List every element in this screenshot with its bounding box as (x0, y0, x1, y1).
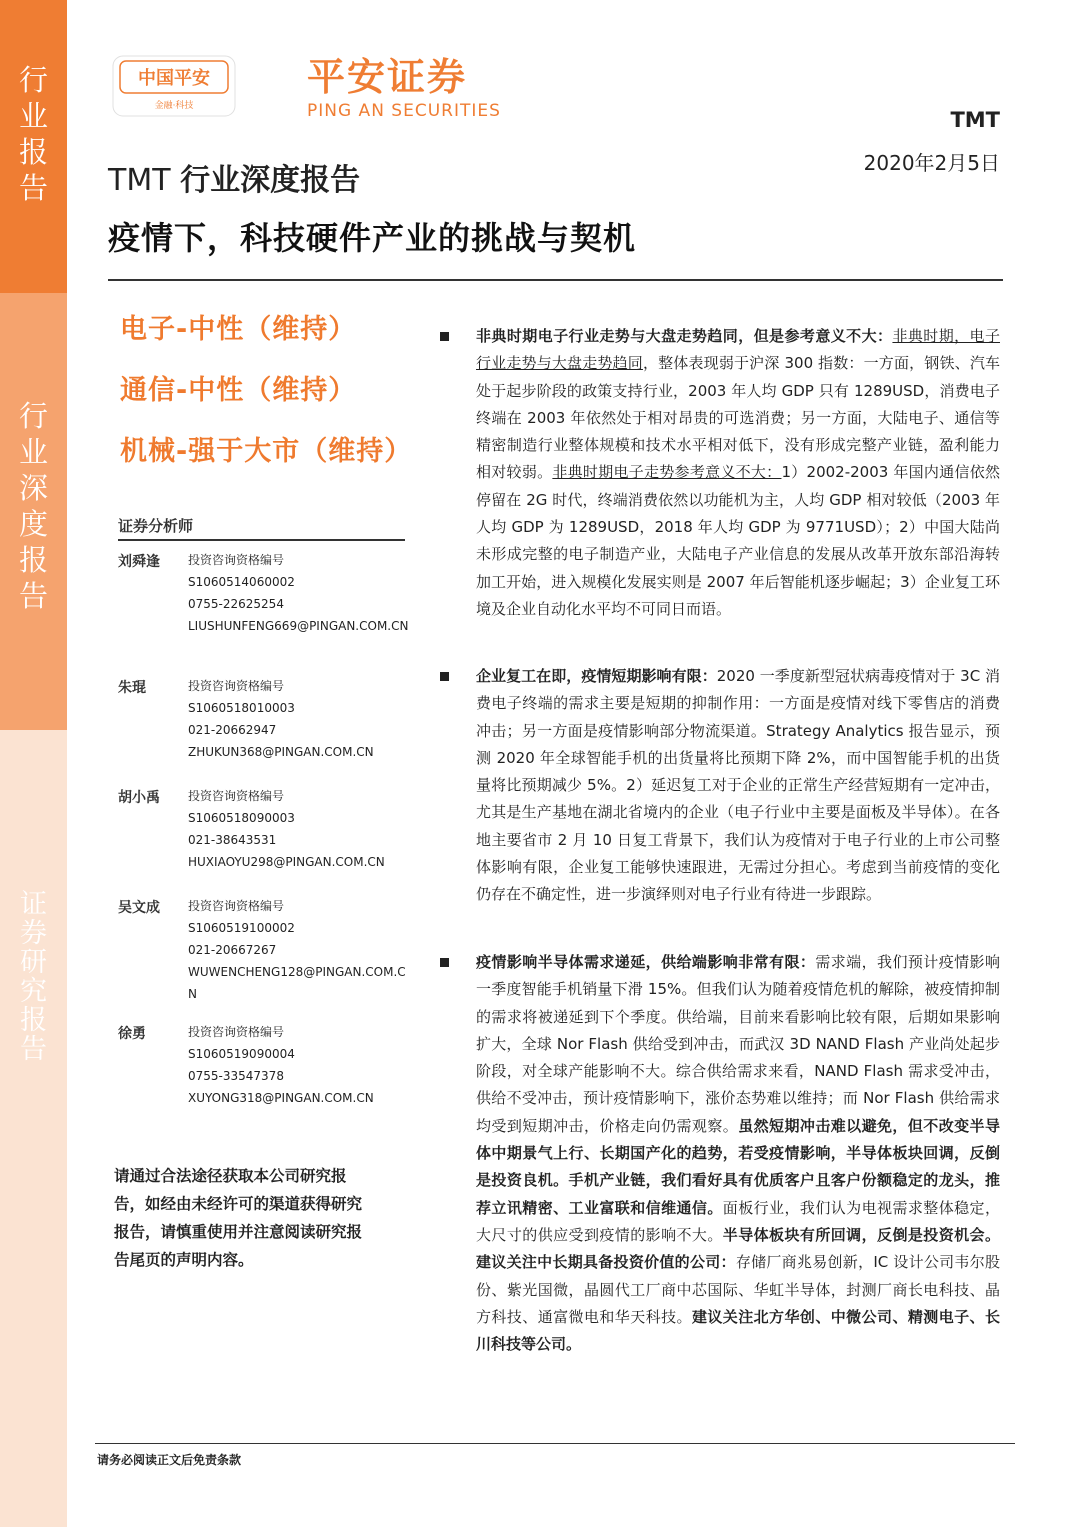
analyst-phone: 0755-33547378 (188, 1069, 284, 1083)
analyst-email[interactable]: WUWENCHENG128@PINGAN.COM.CN (188, 965, 406, 1001)
analyst-name: 朱琨 (118, 680, 146, 696)
analysts-divider (118, 539, 405, 541)
bullet-square-icon (440, 958, 449, 967)
analyst-email[interactable]: XUYONG318@PINGAN.COM.CN (188, 1091, 374, 1105)
analysts-heading: 证券分析师 (118, 517, 194, 535)
sector-label: TMT (950, 108, 1000, 132)
analyst-name: 胡小禹 (118, 790, 160, 806)
report-date: 2020年2月5日 (863, 151, 1000, 175)
analyst-name: 刘舜逢 (118, 554, 160, 570)
side-label-securities-research: 证 券 研 究 报 告 (0, 730, 67, 1527)
analyst-email[interactable]: LIUSHUNFENG669@PINGAN.COM.CN (188, 619, 409, 633)
page-title: 疫情下，科技硬件产业的挑战与契机 (108, 219, 637, 257)
analyst-license-number: S1060514060002 (188, 575, 295, 589)
report-type: TMT 行业深度报告 (108, 163, 361, 198)
svg-text:中国平安: 中国平安 (138, 68, 210, 89)
ping-an-badge-logo (112, 55, 236, 117)
side-label-industry-report: 行 业 报 告 (0, 0, 67, 293)
analyst-phone: 021-38643531 (188, 833, 277, 847)
bullet-square-icon (440, 672, 449, 681)
analyst-license-number: S1060519090004 (188, 1047, 295, 1061)
svg-text:平安证券: 平安证券 (307, 55, 468, 99)
analyst-license-number: S1060518010003 (188, 701, 295, 715)
analyst-qualification-label: 投资咨询资格编号 (188, 553, 285, 567)
analyst-qualification-label: 投资咨询资格编号 (188, 1025, 285, 1039)
rating-telecom: 通信-中性（维持） (120, 375, 357, 406)
analyst-qualification-label: 投资咨询资格编号 (188, 789, 285, 803)
rating-machinery: 机械-强于大市（维持） (120, 436, 413, 467)
footer-divider (95, 1443, 1015, 1444)
analyst-name: 徐勇 (118, 1026, 146, 1042)
svg-text:PING AN SECURITIES: PING AN SECURITIES (307, 101, 501, 121)
analyst-name: 吴文成 (118, 900, 160, 916)
analyst-email[interactable]: HUXIAOYU298@PINGAN.COM.CN (188, 855, 385, 869)
analyst-license-number: S1060519100002 (188, 921, 295, 935)
bullet-text: 疫情影响半导体需求递延，供给端影响非常有限：需求端，我们预计疫情影响一季度智能手机销量下滑 15%。但我们认为随着疫情危机的解除，被疫情抑制的需求将被递延到下个季度。供给端，目前来看影响比较有限，后期如果影响扩大，全球 Nor Flash 供给受到冲击，而武汉 3D NAND Flash 产业尚处起步阶段，对全球产能影响不大。综合供给需求来看，NAND Flash 需求受冲击，供给不受冲击，预计疫情影响下，涨价态势难以维持；而 Nor Flash 供给需求均受到短期冲击，价格走向仍需观察。虽然短期冲击难以避免，但不改变半导体中期景气上行、长期国产化的趋势，若受疫情影响，半导体板块回调，反倒是投资良机。手机产业链，我们看好具有优质客户且客户份额稳定的龙头，推荐立讯精密、工业富联和信维通信。面板行业，我们认为电视需求整体稳定，大尺寸的供应受到疫情的影响不大。半导体板块有所回调，反倒是投资机会。建议关注中长期具备投资价值的公司：存储厂商兆易创新，IC 设计公司韦尔股份、紫光国微，晶圆代工厂商中芯国际、华虹半导体，封测厂商长电科技、晶方科技、通富微电和华天科技。建议关注北方华创、中微公司、精测电子、长川科技等公司。 (476, 953, 1000, 1354)
analyst-qualification-label: 投资咨询资格编号 (188, 679, 285, 693)
rating-electronics: 电子-中性（维持） (120, 314, 357, 345)
ping-an-securities-logo (303, 54, 518, 122)
analyst-phone: 021-20662947 (188, 723, 277, 737)
bullet-square-icon (440, 332, 449, 341)
side-label-depth-report: 行 业 深 度 报 告 (0, 293, 67, 730)
side-band (0, 0, 67, 1527)
usage-notice: 请通过合法途径获取本公司研究报告，如经由未经许可的渠道获得研究报告，请慎重使用并注意阅读研究报告尾页的声明内容。 (114, 1167, 363, 1269)
analyst-phone: 021-20667267 (188, 943, 277, 957)
analyst-qualification-label: 投资咨询资格编号 (188, 899, 285, 913)
analyst-email[interactable]: ZHUKUN368@PINGAN.COM.CN (188, 745, 374, 759)
svg-text:金融·科技: 金融·科技 (154, 101, 194, 111)
footer-disclaimer: 请务必阅读正文后免责条款 (97, 1453, 242, 1467)
bullet-text: 非典时期电子行业走势与大盘走势趋同，但是参考意义不大：非典时期，电子行业走势与大盘走势趋同，整体表现弱于沪深 300 指数：一方面，钢铁、汽车处于起步阶段的政策支持行业，2003 年人均 GDP 只有 1289USD，消费电子终端在 2003 年依然处于相对昂贵的可选消费；另一方面，大陆电子、通信等精密制造行业整体规模和技术水平相对低下，没有形成完整产业链，盈利能力相对较弱。非典时期电子走势参考意义不大：1）2002-2003 年国内通信依然停留在 2G 时代，终端消费依然以功能机为主，人均 GDP 相对较低（2003 年人均 GDP 为 1289USD，2018 年人均 GDP 为 9771USD）；2）中国大陆尚未形成完整的电子制造产业，大陆电子产业信息的发展从改革开放东部沿海转加工开始，进入规模化发展实则是 2007 年后智能机逐步崛起；3）企业复工环境及企业自动化水平均不可同日而语。 (476, 327, 1000, 618)
analyst-phone: 0755-22625254 (188, 597, 284, 611)
analyst-license-number: S1060518090003 (188, 811, 295, 825)
bullet-text: 企业复工在即，疫情短期影响有限：2020 一季度新型冠状病毒疫情对于 3C 消费电子终端的需求主要是短期的抑制作用：一方面是疫情对线下零售店的消费冲击；另一方面是疫情影响部分物流渠道。Strategy Analytics 报告显示，预测 2020 年全球智能手机的出货量将比预期下降 2%，而中国智能手机的出货量将比预期减少 5%。2）延迟复工对于企业的正常生产经营短期有一定冲击，尤其是生产基地在湖北省境内的企业（电子行业中主要是面板及半导体）。在各地主要省市 2 月 10 日复工背景下，我们认为疫情对于电子行业的上市公司整体影响有限，企业复工能够快速跟进，无需过分担心。考虑到当前疫情的变化仍存在不确定性，进一步演绎则对电子行业有待进一步跟踪。 (476, 667, 1000, 904)
title-divider (108, 279, 1003, 281)
